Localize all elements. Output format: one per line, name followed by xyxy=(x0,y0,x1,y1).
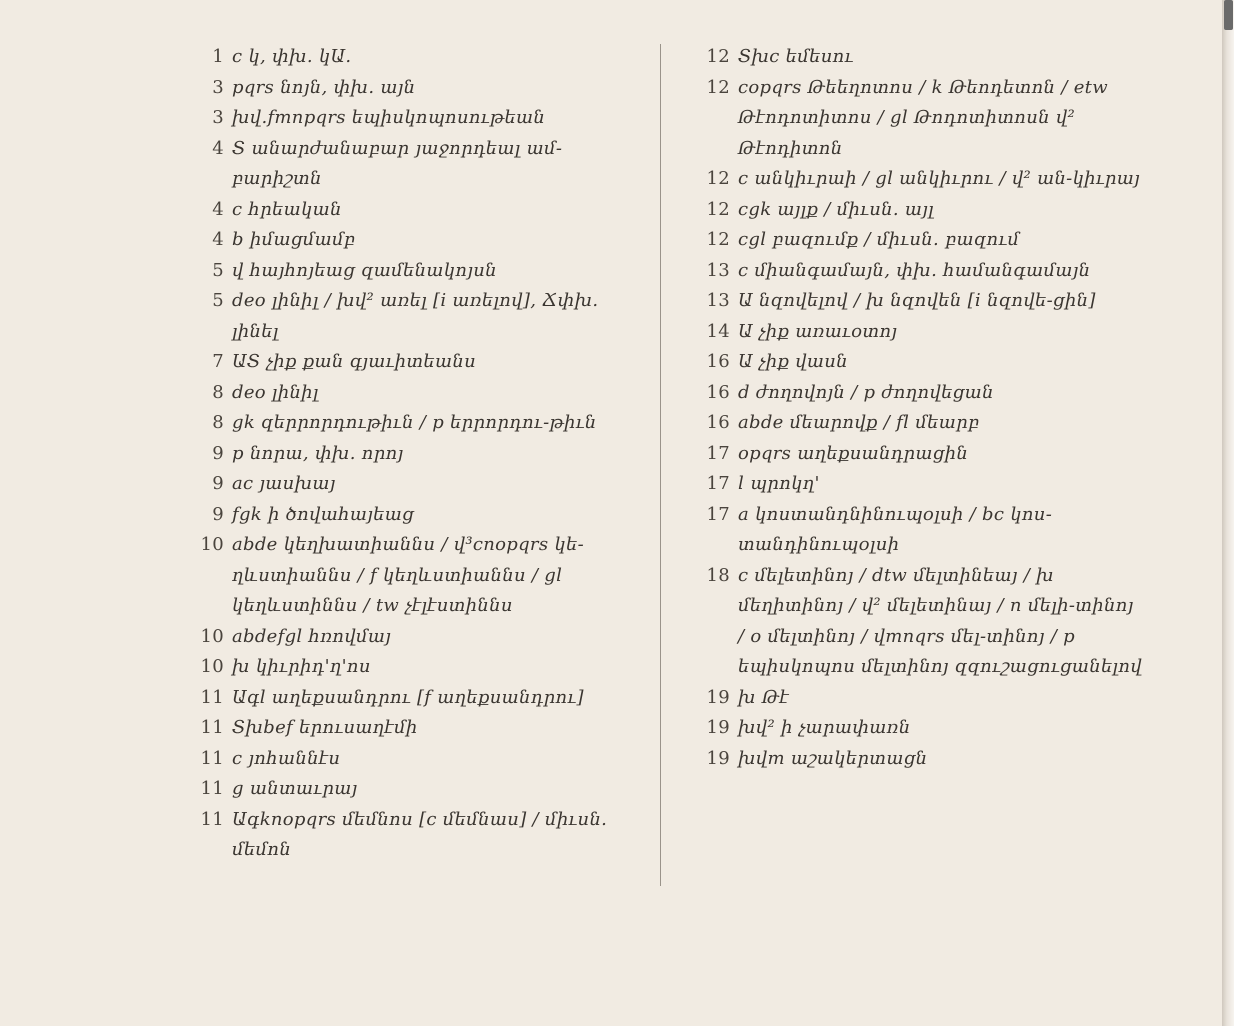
line-number: 3 xyxy=(212,76,224,98)
variant-reading: c անկիւրաի / gl անկիւրու / վ² ան-կիւրայ xyxy=(738,168,1141,189)
line-number: 19 xyxy=(706,747,730,769)
footnote-entry xyxy=(694,73,1144,165)
variant-reading: Ա նզովելով / խ նզովեն [i նզովե-ցին] xyxy=(738,290,1096,311)
footnote-entry xyxy=(694,561,1144,683)
variant-reading: cgk այլք / միւսն. այլ xyxy=(738,198,934,220)
footnote-entry xyxy=(694,347,1144,378)
line-number: 9 xyxy=(212,473,224,494)
line-number: 10 xyxy=(200,534,224,555)
footnote-entry xyxy=(188,378,630,409)
variant-reading: ac յասխայ xyxy=(232,473,336,494)
footnote-entry xyxy=(188,439,630,470)
variant-reading: abde կեղխատիաննս / վ³cnopqrs կե-ղևստիաննս / f կեղևստիաննս / gl կեղևստիննս / tw չէլէստիննս xyxy=(232,534,584,616)
footnote-entry xyxy=(694,42,1144,73)
line-number: 4 xyxy=(212,198,224,220)
footnote-entry xyxy=(188,134,630,195)
variant-reading: վ հայհոյեաց զամենակոյսն xyxy=(232,259,497,281)
footnote-entry xyxy=(694,744,1144,775)
footnote-entry xyxy=(694,500,1144,561)
footnote-entry xyxy=(694,195,1144,226)
variant-reading: gk զերրորդութիւն / p երրորդու-թիւն xyxy=(232,412,597,433)
variant-reading: c կ, փխ. կԱ. xyxy=(232,46,352,67)
line-number: 8 xyxy=(212,412,224,433)
line-number: 12 xyxy=(706,46,730,67)
line-number: 11 xyxy=(200,747,224,769)
line-number: 19 xyxy=(706,717,730,738)
variant-reading: c հրեական xyxy=(232,198,342,220)
variant-reading: a կոստանդնինուպօլսի / bc կոս-տանդինուպօլսի xyxy=(738,503,1053,555)
footnote-entry xyxy=(188,347,630,378)
variant-reading: deo լինիլ xyxy=(232,381,319,403)
footnote-entry xyxy=(188,73,630,104)
variant-reading: Ագl աղեքսանդրու [f աղեքսանդրու] xyxy=(232,686,584,708)
variant-reading: c յոհաննէս xyxy=(232,747,341,769)
line-number: 5 xyxy=(212,259,224,281)
variant-reading: ԱՏ չիք քան գյաւիտեանս xyxy=(232,351,477,372)
line-number: 4 xyxy=(212,137,224,159)
variant-reading: pqrs նոյն, փխ. այն xyxy=(232,76,416,98)
footnote-entry xyxy=(188,195,630,226)
variant-reading: abdefgl հռովմայ xyxy=(232,625,392,647)
variant-reading: Տ անարժանաբար յաջորդեալ ամ-բարիշտն xyxy=(232,137,563,189)
line-number: 11 xyxy=(200,717,224,738)
line-number: 12 xyxy=(706,229,730,250)
right-column xyxy=(694,42,1144,774)
line-number: 13 xyxy=(706,290,730,311)
footnote-entry xyxy=(188,408,630,439)
line-number: 9 xyxy=(212,503,224,525)
variant-reading: abde մեարովք / fl մեարբ xyxy=(738,412,980,433)
variant-reading: fgk ի ծովահայեաց xyxy=(232,503,414,525)
footnote-entry xyxy=(694,286,1144,317)
line-number: 16 xyxy=(706,412,730,433)
footnote-entry xyxy=(188,103,630,134)
footnote-entry xyxy=(694,256,1144,287)
line-number: 11 xyxy=(200,778,224,799)
page-edge xyxy=(1222,0,1234,1026)
line-number: 12 xyxy=(706,76,730,98)
footnote-entry xyxy=(188,744,630,775)
line-number: 13 xyxy=(706,259,730,281)
line-number: 17 xyxy=(706,473,730,494)
footnote-entry xyxy=(188,225,630,256)
variant-reading: Ա չիք առաւօտոյ xyxy=(738,320,898,342)
variant-reading: խ Թէ xyxy=(738,686,790,708)
footnote-entry xyxy=(694,439,1144,470)
variant-reading: c միանգամայն, փխ. համանգամայն xyxy=(738,259,1091,281)
footnote-entry xyxy=(188,42,630,73)
footnote-entry xyxy=(188,500,630,531)
footnote-entry xyxy=(694,225,1144,256)
variant-reading: Ա չիք վասն xyxy=(738,351,848,372)
footnote-entry xyxy=(188,530,630,622)
footnote-entry xyxy=(694,683,1144,714)
variant-reading: copqrs Թեեղոտոս / k Թեոդետոն / etw Թէոդոտիտոս / gl Թոդոտիտոսն վ² Թէոդիտոն xyxy=(738,76,1108,159)
footnote-entry xyxy=(694,713,1144,744)
line-number: 18 xyxy=(706,564,730,586)
line-number: 4 xyxy=(212,229,224,250)
footnote-entry xyxy=(694,164,1144,195)
footnote-entry xyxy=(188,805,630,866)
variant-reading: Ագknopqrs մեմնոս [c մեմնաս] / միւսն. մեմոն xyxy=(232,808,608,860)
footnote-entry xyxy=(188,286,630,347)
line-number: 16 xyxy=(706,351,730,372)
variant-reading: opqrs աղեքսանդրացին xyxy=(738,442,969,464)
line-number: 10 xyxy=(200,625,224,647)
footnote-entry xyxy=(188,256,630,287)
footnote-entry xyxy=(188,713,630,744)
variant-reading: c մելետինոյ / dtw մելտինեայ / խ մեղիտինոյ / վ² մելետինայ / n մելի-տինոյ / o մելտինոյ / վmnqrs մել-տինոյ / p եպիսկոպոս մելտինոյ զզուշացուցանելով xyxy=(738,564,1142,677)
variant-reading: g անտաւրայ xyxy=(232,778,358,799)
variant-reading: d ժողովոյն / p ժողովեցան xyxy=(738,381,994,403)
line-number: 3 xyxy=(212,107,224,128)
column-divider xyxy=(660,44,661,886)
footnote-entry xyxy=(188,469,630,500)
line-number: 19 xyxy=(706,686,730,708)
line-number: 11 xyxy=(200,686,224,708)
variant-reading: b իմացմամբ xyxy=(232,229,356,250)
line-number: 8 xyxy=(212,381,224,403)
footnote-entry xyxy=(188,774,630,805)
line-number: 5 xyxy=(212,290,224,311)
footnote-entry xyxy=(188,652,630,683)
footnote-entry xyxy=(188,622,630,653)
variant-reading: cgl բազումք / միւսն. բազում xyxy=(738,229,1020,250)
line-number: 12 xyxy=(706,198,730,220)
line-number: 14 xyxy=(706,320,730,342)
variant-reading: deo լինիլ / խվ² առել [i առելով], Ճփխ. լինել xyxy=(232,290,599,342)
footnote-entry xyxy=(188,683,630,714)
line-number: 17 xyxy=(706,442,730,464)
variant-reading: Տխbef երուսաղէմի xyxy=(232,717,418,738)
variant-reading: խվm աշակերտացն xyxy=(738,747,928,769)
variant-reading: Տխc եմեսու xyxy=(738,46,854,67)
footnote-entry xyxy=(694,378,1144,409)
line-number: 12 xyxy=(706,168,730,189)
line-number: 7 xyxy=(212,351,224,372)
line-number: 17 xyxy=(706,503,730,525)
line-number: 10 xyxy=(200,656,224,677)
variant-reading: խվ.fmnpqrs եպիսկոպոսութեան xyxy=(232,107,546,128)
line-number: 1 xyxy=(212,46,224,67)
line-number: 11 xyxy=(200,808,224,830)
footnote-entry xyxy=(694,317,1144,348)
footnote-entry xyxy=(694,469,1144,500)
line-number: 16 xyxy=(706,381,730,403)
left-column xyxy=(188,42,630,866)
footnote-entry xyxy=(694,408,1144,439)
scrollbar-thumb[interactable] xyxy=(1224,0,1233,30)
variant-reading: խ կիւրիդ'ղ'ոս xyxy=(232,656,371,677)
line-number: 9 xyxy=(212,442,224,464)
variant-reading: l պրոկղ' xyxy=(738,473,820,494)
variant-reading: խվ² ի չարափառն xyxy=(738,717,911,738)
variant-reading: p նորա, փխ. որոյ xyxy=(232,442,404,464)
